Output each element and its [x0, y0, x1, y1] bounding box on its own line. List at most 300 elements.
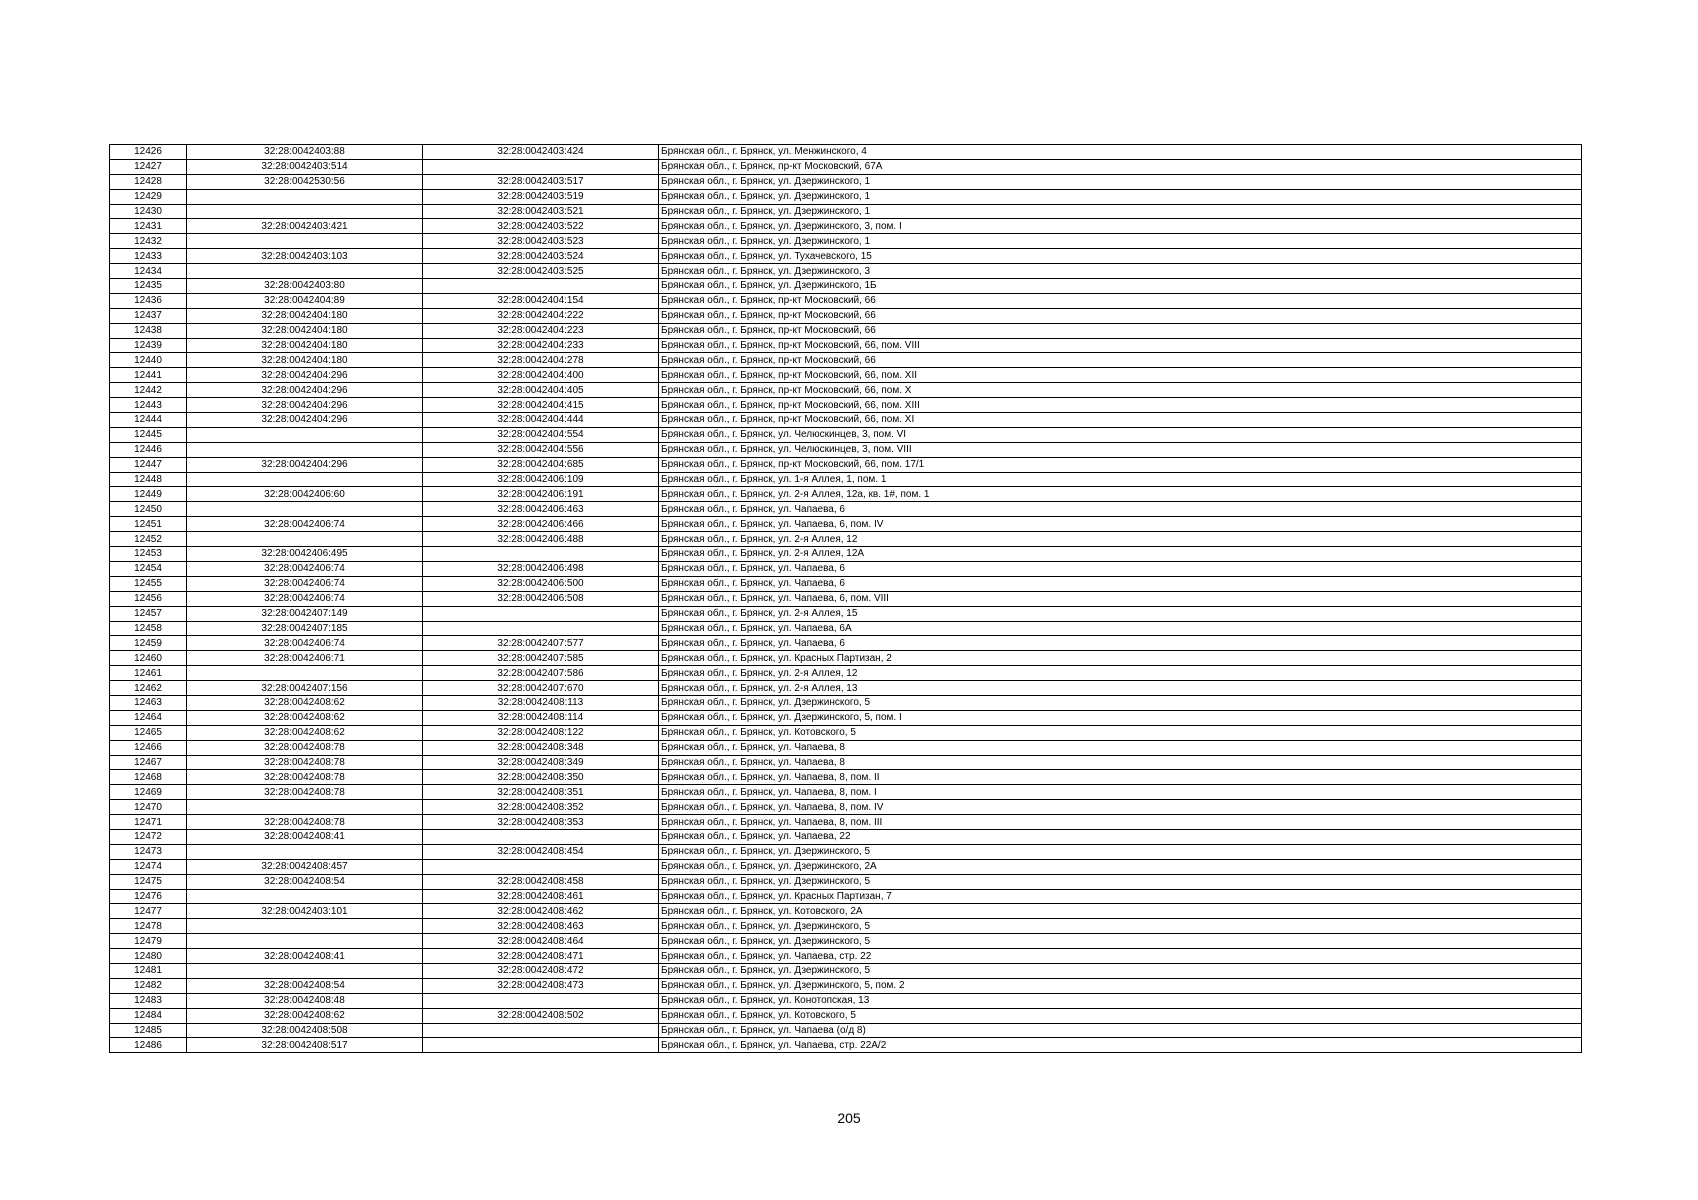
- land-cadastral-number-cell: 32:28:0042408:457: [187, 859, 423, 874]
- land-cadastral-number-cell: 32:28:0042406:74: [187, 517, 423, 532]
- land-cadastral-number-cell: [187, 442, 423, 457]
- address-cell: Брянская обл., г. Брянск, ул. Чапаева, 6: [659, 576, 1582, 591]
- row-number-cell: 12476: [110, 889, 187, 904]
- table-row: [110, 368, 1582, 383]
- table-row: [110, 695, 1582, 710]
- building-cadastral-number-cell: 32:28:0042406:466: [423, 517, 659, 532]
- land-cadastral-number-cell: [187, 844, 423, 859]
- row-number-cell: 12470: [110, 800, 187, 815]
- address-cell: Брянская обл., г. Брянск, пр-кт Московский, 66, пом. XII: [659, 368, 1582, 383]
- address-cell: Брянская обл., г. Брянск, ул. Чапаева, 6: [659, 561, 1582, 576]
- building-cadastral-number-cell: 32:28:0042404:222: [423, 308, 659, 323]
- land-cadastral-number-cell: 32:28:0042403:103: [187, 249, 423, 264]
- address-cell: Брянская обл., г. Брянск, пр-кт Московский, 66, пом. 17/1: [659, 457, 1582, 472]
- building-cadastral-number-cell: 32:28:0042408:454: [423, 844, 659, 859]
- row-number-cell: 12464: [110, 710, 187, 725]
- land-cadastral-number-cell: 32:28:0042404:180: [187, 338, 423, 353]
- building-cadastral-number-cell: [423, 159, 659, 174]
- row-number-cell: 12457: [110, 606, 187, 621]
- table-row: [110, 279, 1582, 294]
- land-cadastral-number-cell: 32:28:0042404:180: [187, 308, 423, 323]
- land-cadastral-number-cell: [187, 963, 423, 978]
- row-number-cell: 12446: [110, 442, 187, 457]
- row-number-cell: 12428: [110, 174, 187, 189]
- table-row: [110, 427, 1582, 442]
- row-number-cell: 12469: [110, 785, 187, 800]
- building-cadastral-number-cell: 32:28:0042403:517: [423, 174, 659, 189]
- row-number-cell: 12460: [110, 651, 187, 666]
- address-cell: Брянская обл., г. Брянск, ул. Дзержинского, 3: [659, 264, 1582, 279]
- row-number-cell: 12483: [110, 993, 187, 1008]
- land-cadastral-number-cell: [187, 472, 423, 487]
- land-cadastral-number-cell: 32:28:0042404:296: [187, 457, 423, 472]
- building-cadastral-number-cell: 32:28:0042407:585: [423, 651, 659, 666]
- table-row: [110, 859, 1582, 874]
- table-row: [110, 770, 1582, 785]
- row-number-cell: 12449: [110, 487, 187, 502]
- row-number-cell: 12445: [110, 427, 187, 442]
- row-number-cell: 12427: [110, 159, 187, 174]
- land-cadastral-number-cell: 32:28:0042408:41: [187, 829, 423, 844]
- table-row: [110, 993, 1582, 1008]
- building-cadastral-number-cell: 32:28:0042403:521: [423, 204, 659, 219]
- address-cell: Брянская обл., г. Брянск, ул. Дзержинского, 5: [659, 874, 1582, 889]
- row-number-cell: 12439: [110, 338, 187, 353]
- building-cadastral-number-cell: 32:28:0042408:351: [423, 785, 659, 800]
- row-number-cell: 12442: [110, 383, 187, 398]
- table-row: [110, 606, 1582, 621]
- land-cadastral-number-cell: 32:28:0042406:74: [187, 591, 423, 606]
- table-row: [110, 487, 1582, 502]
- land-cadastral-number-cell: 32:28:0042408:78: [187, 815, 423, 830]
- row-number-cell: 12481: [110, 963, 187, 978]
- address-cell: Брянская обл., г. Брянск, пр-кт Московский, 66: [659, 353, 1582, 368]
- address-cell: Брянская обл., г. Брянск, ул. Чапаева, 6: [659, 636, 1582, 651]
- row-number-cell: 12451: [110, 517, 187, 532]
- building-cadastral-number-cell: [423, 829, 659, 844]
- land-cadastral-number-cell: 32:28:0042407:149: [187, 606, 423, 621]
- land-cadastral-number-cell: 32:28:0042406:71: [187, 651, 423, 666]
- row-number-cell: 12468: [110, 770, 187, 785]
- address-cell: Брянская обл., г. Брянск, ул. 1-я Аллея, 1, пом. 1: [659, 472, 1582, 487]
- land-cadastral-number-cell: 32:28:0042403:80: [187, 279, 423, 294]
- row-number-cell: 12467: [110, 755, 187, 770]
- address-cell: Брянская обл., г. Брянск, пр-кт Московский, 66, пом. XIII: [659, 398, 1582, 413]
- building-cadastral-number-cell: [423, 1023, 659, 1038]
- address-cell: Брянская обл., г. Брянск, пр-кт Московский, 67А: [659, 159, 1582, 174]
- land-cadastral-number-cell: [187, 532, 423, 547]
- building-cadastral-number-cell: 32:28:0042408:473: [423, 978, 659, 993]
- address-cell: Брянская обл., г. Брянск, ул. Дзержинского, 5, пом. I: [659, 710, 1582, 725]
- row-number-cell: 12438: [110, 323, 187, 338]
- row-number-cell: 12479: [110, 934, 187, 949]
- address-cell: Брянская обл., г. Брянск, ул. Чапаева, 6А: [659, 621, 1582, 636]
- land-cadastral-number-cell: 32:28:0042408:54: [187, 874, 423, 889]
- address-cell: Брянская обл., г. Брянск, ул. Дзержинского, 5: [659, 934, 1582, 949]
- row-number-cell: 12455: [110, 576, 187, 591]
- building-cadastral-number-cell: 32:28:0042406:508: [423, 591, 659, 606]
- row-number-cell: 12463: [110, 695, 187, 710]
- building-cadastral-number-cell: 32:28:0042408:122: [423, 725, 659, 740]
- building-cadastral-number-cell: 32:28:0042408:350: [423, 770, 659, 785]
- building-cadastral-number-cell: 32:28:0042403:519: [423, 189, 659, 204]
- row-number-cell: 12429: [110, 189, 187, 204]
- land-cadastral-number-cell: 32:28:0042403:421: [187, 219, 423, 234]
- land-cadastral-number-cell: 32:28:0042404:180: [187, 353, 423, 368]
- land-cadastral-number-cell: 32:28:0042404:296: [187, 368, 423, 383]
- row-number-cell: 12484: [110, 1008, 187, 1023]
- address-cell: Брянская обл., г. Брянск, ул. Дзержинского, 5: [659, 919, 1582, 934]
- table-row: [110, 904, 1582, 919]
- table-row: [110, 353, 1582, 368]
- table-row: [110, 576, 1582, 591]
- row-number-cell: 12447: [110, 457, 187, 472]
- table-row: [110, 874, 1582, 889]
- row-number-cell: 12436: [110, 293, 187, 308]
- building-cadastral-number-cell: [423, 621, 659, 636]
- row-number-cell: 12435: [110, 279, 187, 294]
- land-cadastral-number-cell: 32:28:0042406:74: [187, 561, 423, 576]
- land-cadastral-number-cell: 32:28:0042403:101: [187, 904, 423, 919]
- table-row: [110, 889, 1582, 904]
- row-number-cell: 12444: [110, 413, 187, 428]
- address-cell: Брянская обл., г. Брянск, ул. Дзержинского, 5: [659, 963, 1582, 978]
- building-cadastral-number-cell: [423, 606, 659, 621]
- table-row: [110, 249, 1582, 264]
- table-row: [110, 815, 1582, 830]
- address-cell: Брянская обл., г. Брянск, ул. Котовского, 2А: [659, 904, 1582, 919]
- table-row: [110, 949, 1582, 964]
- building-cadastral-number-cell: 32:28:0042404:415: [423, 398, 659, 413]
- building-cadastral-number-cell: 32:28:0042403:525: [423, 264, 659, 279]
- building-cadastral-number-cell: 32:28:0042403:524: [423, 249, 659, 264]
- address-cell: Брянская обл., г. Брянск, ул. Чапаева, 6, пом. IV: [659, 517, 1582, 532]
- table-row: [110, 398, 1582, 413]
- address-cell: Брянская обл., г. Брянск, пр-кт Московский, 66, пом. XI: [659, 413, 1582, 428]
- building-cadastral-number-cell: 32:28:0042406:498: [423, 561, 659, 576]
- building-cadastral-number-cell: 32:28:0042404:154: [423, 293, 659, 308]
- building-cadastral-number-cell: 32:28:0042406:488: [423, 532, 659, 547]
- land-cadastral-number-cell: 32:28:0042404:180: [187, 323, 423, 338]
- row-number-cell: 12485: [110, 1023, 187, 1038]
- table-row: [110, 651, 1582, 666]
- land-cadastral-number-cell: [187, 919, 423, 934]
- address-cell: Брянская обл., г. Брянск, ул. 2-я Аллея, 13: [659, 681, 1582, 696]
- building-cadastral-number-cell: 32:28:0042406:191: [423, 487, 659, 502]
- land-cadastral-number-cell: 32:28:0042408:78: [187, 770, 423, 785]
- address-cell: Брянская обл., г. Брянск, ул. Чапаева, 8, пом. III: [659, 815, 1582, 830]
- building-cadastral-number-cell: 32:28:0042408:114: [423, 710, 659, 725]
- row-number-cell: 12477: [110, 904, 187, 919]
- row-number-cell: 12471: [110, 815, 187, 830]
- address-cell: Брянская обл., г. Брянск, ул. Чапаева, стр. 22А/2: [659, 1038, 1582, 1053]
- address-cell: Брянская обл., г. Брянск, ул. Конотопская, 13: [659, 993, 1582, 1008]
- table-row: [110, 1008, 1582, 1023]
- page-number: 205: [837, 1110, 861, 1126]
- land-cadastral-number-cell: 32:28:0042406:60: [187, 487, 423, 502]
- land-cadastral-number-cell: 32:28:0042403:88: [187, 145, 423, 160]
- land-cadastral-number-cell: 32:28:0042407:185: [187, 621, 423, 636]
- table-row: [110, 963, 1582, 978]
- row-number-cell: 12434: [110, 264, 187, 279]
- building-cadastral-number-cell: 32:28:0042406:463: [423, 502, 659, 517]
- land-cadastral-number-cell: [187, 234, 423, 249]
- address-cell: Брянская обл., г. Брянск, ул. 2-я Аллея, 12: [659, 666, 1582, 681]
- building-cadastral-number-cell: 32:28:0042406:500: [423, 576, 659, 591]
- registry-table-body: [110, 145, 1582, 1053]
- row-number-cell: 12443: [110, 398, 187, 413]
- address-cell: Брянская обл., г. Брянск, ул. Чапаева, 8: [659, 755, 1582, 770]
- address-cell: Брянская обл., г. Брянск, ул. Челюскинцев, 3, пом. VIII: [659, 442, 1582, 457]
- address-cell: Брянская обл., г. Брянск, ул. Дзержинского, 2А: [659, 859, 1582, 874]
- table-row: [110, 621, 1582, 636]
- row-number-cell: 12430: [110, 204, 187, 219]
- table-row: [110, 710, 1582, 725]
- address-cell: Брянская обл., г. Брянск, ул. Дзержинского, 5, пом. 2: [659, 978, 1582, 993]
- table-row: [110, 978, 1582, 993]
- table-row: [110, 442, 1582, 457]
- table-row: [110, 219, 1582, 234]
- building-cadastral-number-cell: 32:28:0042407:670: [423, 681, 659, 696]
- row-number-cell: 12465: [110, 725, 187, 740]
- address-cell: Брянская обл., г. Брянск, пр-кт Московский, 66: [659, 323, 1582, 338]
- address-cell: Брянская обл., г. Брянск, пр-кт Московский, 66: [659, 308, 1582, 323]
- building-cadastral-number-cell: 32:28:0042408:348: [423, 740, 659, 755]
- table-row: [110, 844, 1582, 859]
- building-cadastral-number-cell: 32:28:0042403:523: [423, 234, 659, 249]
- row-number-cell: 12466: [110, 740, 187, 755]
- building-cadastral-number-cell: 32:28:0042404:233: [423, 338, 659, 353]
- table-row: [110, 174, 1582, 189]
- land-cadastral-number-cell: [187, 800, 423, 815]
- building-cadastral-number-cell: 32:28:0042404:405: [423, 383, 659, 398]
- table-row: [110, 666, 1582, 681]
- address-cell: Брянская обл., г. Брянск, ул. Чапаева, 6, пом. VIII: [659, 591, 1582, 606]
- land-cadastral-number-cell: 32:28:0042406:495: [187, 547, 423, 562]
- building-cadastral-number-cell: 32:28:0042403:424: [423, 145, 659, 160]
- table-row: [110, 457, 1582, 472]
- address-cell: Брянская обл., г. Брянск, ул. Чапаева, 6: [659, 502, 1582, 517]
- building-cadastral-number-cell: [423, 859, 659, 874]
- land-cadastral-number-cell: 32:28:0042406:74: [187, 636, 423, 651]
- land-cadastral-number-cell: 32:28:0042408:517: [187, 1038, 423, 1053]
- land-cadastral-number-cell: 32:28:0042408:62: [187, 695, 423, 710]
- land-cadastral-number-cell: [187, 666, 423, 681]
- land-cadastral-number-cell: 32:28:0042403:514: [187, 159, 423, 174]
- row-number-cell: 12426: [110, 145, 187, 160]
- registry-table: [109, 144, 1582, 1053]
- address-cell: Брянская обл., г. Брянск, ул. 2-я Аллея, 12а, кв. 1#, пом. 1: [659, 487, 1582, 502]
- row-number-cell: 12448: [110, 472, 187, 487]
- table-row: [110, 502, 1582, 517]
- row-number-cell: 12456: [110, 591, 187, 606]
- building-cadastral-number-cell: [423, 1038, 659, 1053]
- row-number-cell: 12441: [110, 368, 187, 383]
- building-cadastral-number-cell: 32:28:0042408:461: [423, 889, 659, 904]
- land-cadastral-number-cell: [187, 889, 423, 904]
- address-cell: Брянская обл., г. Брянск, ул. Красных Партизан, 2: [659, 651, 1582, 666]
- address-cell: Брянская обл., г. Брянск, ул. Дзержинского, 1: [659, 189, 1582, 204]
- building-cadastral-number-cell: [423, 279, 659, 294]
- building-cadastral-number-cell: 32:28:0042407:586: [423, 666, 659, 681]
- table-row: [110, 681, 1582, 696]
- table-row: [110, 264, 1582, 279]
- building-cadastral-number-cell: 32:28:0042404:278: [423, 353, 659, 368]
- building-cadastral-number-cell: [423, 547, 659, 562]
- building-cadastral-number-cell: 32:28:0042408:349: [423, 755, 659, 770]
- table-row: [110, 934, 1582, 949]
- building-cadastral-number-cell: [423, 993, 659, 1008]
- land-cadastral-number-cell: 32:28:0042408:78: [187, 740, 423, 755]
- table-row: [110, 561, 1582, 576]
- building-cadastral-number-cell: 32:28:0042408:472: [423, 963, 659, 978]
- address-cell: Брянская обл., г. Брянск, ул. Красных Партизан, 7: [659, 889, 1582, 904]
- table-row: [110, 383, 1582, 398]
- address-cell: Брянская обл., г. Брянск, ул. Челюскинцев, 3, пом. VI: [659, 427, 1582, 442]
- land-cadastral-number-cell: [187, 264, 423, 279]
- address-cell: Брянская обл., г. Брянск, ул. Чапаева (о/д 8): [659, 1023, 1582, 1038]
- table-row: [110, 755, 1582, 770]
- table-row: [110, 547, 1582, 562]
- address-cell: Брянская обл., г. Брянск, ул. Менжинского, 4: [659, 145, 1582, 160]
- address-cell: Брянская обл., г. Брянск, ул. Котовского, 5: [659, 1008, 1582, 1023]
- row-number-cell: 12482: [110, 978, 187, 993]
- table-row: [110, 517, 1582, 532]
- address-cell: Брянская обл., г. Брянск, пр-кт Московский, 66, пом. VIII: [659, 338, 1582, 353]
- land-cadastral-number-cell: 32:28:0042404:89: [187, 293, 423, 308]
- land-cadastral-number-cell: 32:28:0042530:56: [187, 174, 423, 189]
- land-cadastral-number-cell: 32:28:0042407:156: [187, 681, 423, 696]
- row-number-cell: 12431: [110, 219, 187, 234]
- address-cell: Брянская обл., г. Брянск, ул. 2-я Аллея, 12А: [659, 547, 1582, 562]
- table-row: [110, 189, 1582, 204]
- row-number-cell: 12450: [110, 502, 187, 517]
- row-number-cell: 12440: [110, 353, 187, 368]
- building-cadastral-number-cell: 32:28:0042403:522: [423, 219, 659, 234]
- table-row: [110, 145, 1582, 160]
- land-cadastral-number-cell: 32:28:0042408:41: [187, 949, 423, 964]
- land-cadastral-number-cell: [187, 427, 423, 442]
- table-row: [110, 740, 1582, 755]
- table-row: [110, 785, 1582, 800]
- address-cell: Брянская обл., г. Брянск, ул. Чапаева, 8, пом. IV: [659, 800, 1582, 815]
- table-row: [110, 293, 1582, 308]
- table-row: [110, 234, 1582, 249]
- row-number-cell: 12453: [110, 547, 187, 562]
- row-number-cell: 12459: [110, 636, 187, 651]
- building-cadastral-number-cell: 32:28:0042406:109: [423, 472, 659, 487]
- building-cadastral-number-cell: 32:28:0042408:463: [423, 919, 659, 934]
- row-number-cell: 12462: [110, 681, 187, 696]
- table-row: [110, 323, 1582, 338]
- land-cadastral-number-cell: 32:28:0042404:296: [187, 383, 423, 398]
- address-cell: Брянская обл., г. Брянск, пр-кт Московский, 66: [659, 293, 1582, 308]
- land-cadastral-number-cell: 32:28:0042408:78: [187, 755, 423, 770]
- building-cadastral-number-cell: 32:28:0042408:471: [423, 949, 659, 964]
- row-number-cell: 12475: [110, 874, 187, 889]
- table-row: [110, 829, 1582, 844]
- table-row: [110, 919, 1582, 934]
- address-cell: Брянская обл., г. Брянск, ул. Дзержинского, 1: [659, 204, 1582, 219]
- table-row: [110, 1038, 1582, 1053]
- address-cell: Брянская обл., г. Брянск, пр-кт Московский, 66, пом. X: [659, 383, 1582, 398]
- land-cadastral-number-cell: 32:28:0042408:62: [187, 710, 423, 725]
- table-row: [110, 725, 1582, 740]
- row-number-cell: 12437: [110, 308, 187, 323]
- row-number-cell: 12454: [110, 561, 187, 576]
- address-cell: Брянская обл., г. Брянск, ул. 2-я Аллея, 12: [659, 532, 1582, 547]
- building-cadastral-number-cell: 32:28:0042408:464: [423, 934, 659, 949]
- table-row: [110, 591, 1582, 606]
- address-cell: Брянская обл., г. Брянск, ул. Дзержинского, 5: [659, 844, 1582, 859]
- building-cadastral-number-cell: 32:28:0042408:502: [423, 1008, 659, 1023]
- land-cadastral-number-cell: 32:28:0042408:48: [187, 993, 423, 1008]
- address-cell: Брянская обл., г. Брянск, ул. Чапаева, стр. 22: [659, 949, 1582, 964]
- row-number-cell: 12458: [110, 621, 187, 636]
- building-cadastral-number-cell: 32:28:0042404:554: [423, 427, 659, 442]
- building-cadastral-number-cell: 32:28:0042404:223: [423, 323, 659, 338]
- land-cadastral-number-cell: [187, 189, 423, 204]
- row-number-cell: 12433: [110, 249, 187, 264]
- address-cell: Брянская обл., г. Брянск, ул. Чапаева, 22: [659, 829, 1582, 844]
- address-cell: Брянская обл., г. Брянск, ул. 2-я Аллея, 15: [659, 606, 1582, 621]
- building-cadastral-number-cell: 32:28:0042407:577: [423, 636, 659, 651]
- building-cadastral-number-cell: 32:28:0042404:444: [423, 413, 659, 428]
- row-number-cell: 12432: [110, 234, 187, 249]
- land-cadastral-number-cell: 32:28:0042404:296: [187, 413, 423, 428]
- building-cadastral-number-cell: 32:28:0042408:352: [423, 800, 659, 815]
- table-row: [110, 532, 1582, 547]
- row-number-cell: 12473: [110, 844, 187, 859]
- row-number-cell: 12472: [110, 829, 187, 844]
- address-cell: Брянская обл., г. Брянск, ул. Чапаева, 8: [659, 740, 1582, 755]
- address-cell: Брянская обл., г. Брянск, ул. Чапаева, 8, пом. II: [659, 770, 1582, 785]
- building-cadastral-number-cell: 32:28:0042408:113: [423, 695, 659, 710]
- building-cadastral-number-cell: 32:28:0042404:400: [423, 368, 659, 383]
- address-cell: Брянская обл., г. Брянск, ул. Дзержинского, 1: [659, 174, 1582, 189]
- land-cadastral-number-cell: [187, 502, 423, 517]
- land-cadastral-number-cell: [187, 934, 423, 949]
- table-row: [110, 413, 1582, 428]
- building-cadastral-number-cell: 32:28:0042404:556: [423, 442, 659, 457]
- row-number-cell: 12480: [110, 949, 187, 964]
- land-cadastral-number-cell: 32:28:0042406:74: [187, 576, 423, 591]
- table-row: [110, 472, 1582, 487]
- building-cadastral-number-cell: 32:28:0042408:353: [423, 815, 659, 830]
- row-number-cell: 12478: [110, 919, 187, 934]
- address-cell: Брянская обл., г. Брянск, ул. Дзержинского, 5: [659, 695, 1582, 710]
- table-row: [110, 204, 1582, 219]
- address-cell: Брянская обл., г. Брянск, ул. Дзержинского, 1Б: [659, 279, 1582, 294]
- building-cadastral-number-cell: 32:28:0042408:458: [423, 874, 659, 889]
- address-cell: Брянская обл., г. Брянск, ул. Чапаева, 8, пом. I: [659, 785, 1582, 800]
- building-cadastral-number-cell: 32:28:0042404:685: [423, 457, 659, 472]
- land-cadastral-number-cell: 32:28:0042408:78: [187, 785, 423, 800]
- building-cadastral-number-cell: 32:28:0042408:462: [423, 904, 659, 919]
- row-number-cell: 12461: [110, 666, 187, 681]
- row-number-cell: 12452: [110, 532, 187, 547]
- land-cadastral-number-cell: 32:28:0042408:62: [187, 725, 423, 740]
- address-cell: Брянская обл., г. Брянск, ул. Котовского, 5: [659, 725, 1582, 740]
- land-cadastral-number-cell: 32:28:0042408:62: [187, 1008, 423, 1023]
- row-number-cell: 12474: [110, 859, 187, 874]
- land-cadastral-number-cell: 32:28:0042408:508: [187, 1023, 423, 1038]
- table-row: [110, 308, 1582, 323]
- row-number-cell: 12486: [110, 1038, 187, 1053]
- address-cell: Брянская обл., г. Брянск, ул. Тухачевского, 15: [659, 249, 1582, 264]
- land-cadastral-number-cell: [187, 204, 423, 219]
- land-cadastral-number-cell: 32:28:0042408:54: [187, 978, 423, 993]
